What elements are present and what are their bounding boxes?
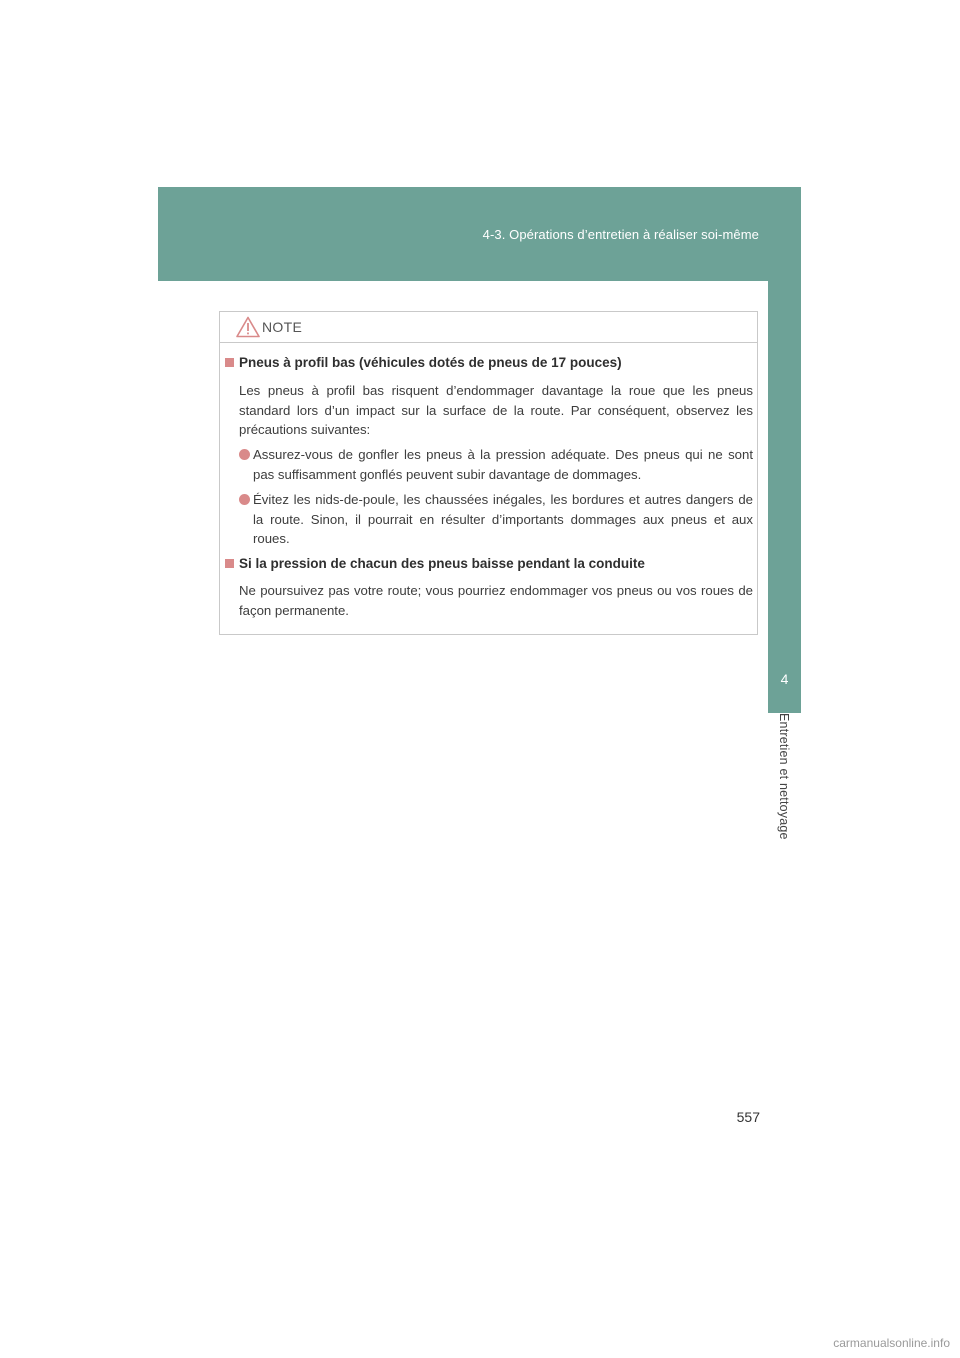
- round-bullet-icon: [239, 449, 250, 460]
- note-box: [219, 311, 758, 635]
- note-header: [220, 312, 757, 343]
- round-bullet-icon: [239, 494, 250, 505]
- warning-triangle-icon: [236, 316, 260, 338]
- list-item: [239, 490, 753, 549]
- chapter-tab: [768, 281, 801, 713]
- page-number: 557: [736, 1109, 760, 1125]
- square-bullet-icon: [225, 358, 234, 367]
- header-band: [158, 187, 801, 281]
- section-heading-pressure-drop: [225, 556, 645, 571]
- watermark: carmanualsonline.info: [833, 1336, 950, 1350]
- section-paragraph: Ne poursuivez pas votre route; vous pourriez endommager vos pneus ou vos roues de façon permanente.: [239, 583, 753, 618]
- chapter-number: 4: [780, 671, 789, 687]
- section-heading-text: Si la pression de chacun des pneus baisse pendant la conduite: [239, 556, 645, 571]
- section-heading-text: Pneus à profil bas (véhicules dotés de pneus de 17 pouces): [239, 355, 622, 370]
- section-title: 4-3. Opérations d’entretien à réaliser soi-même: [482, 227, 759, 242]
- square-bullet-icon: [225, 559, 234, 568]
- list-item-text: Évitez les nids-de-poule, les chaussées inégales, les bordures et autres dangers de la route. Sinon, il pourrait en résulter d’importants dommages aux pneus et aux roues.: [253, 492, 753, 546]
- list-item-text: Assurez-vous de gonfler les pneus à la pression adéquate. Des pneus qui ne sont pas suffisamment gonflés peuvent subir davantage de dommages.: [253, 447, 753, 482]
- chapter-label-container: [768, 713, 801, 873]
- chapter-label: Entretien et nettoyage: [777, 713, 791, 840]
- section-heading-low-profile: [225, 355, 622, 370]
- note-title: NOTE: [262, 319, 303, 335]
- list-item: [239, 445, 753, 484]
- section-paragraph: Les pneus à profil bas risquent d’endommager davantage la roue que les pneus standard lors d’un impact sur la surface de la route. Par conséquent, observez les précautions suivantes:: [239, 383, 753, 437]
